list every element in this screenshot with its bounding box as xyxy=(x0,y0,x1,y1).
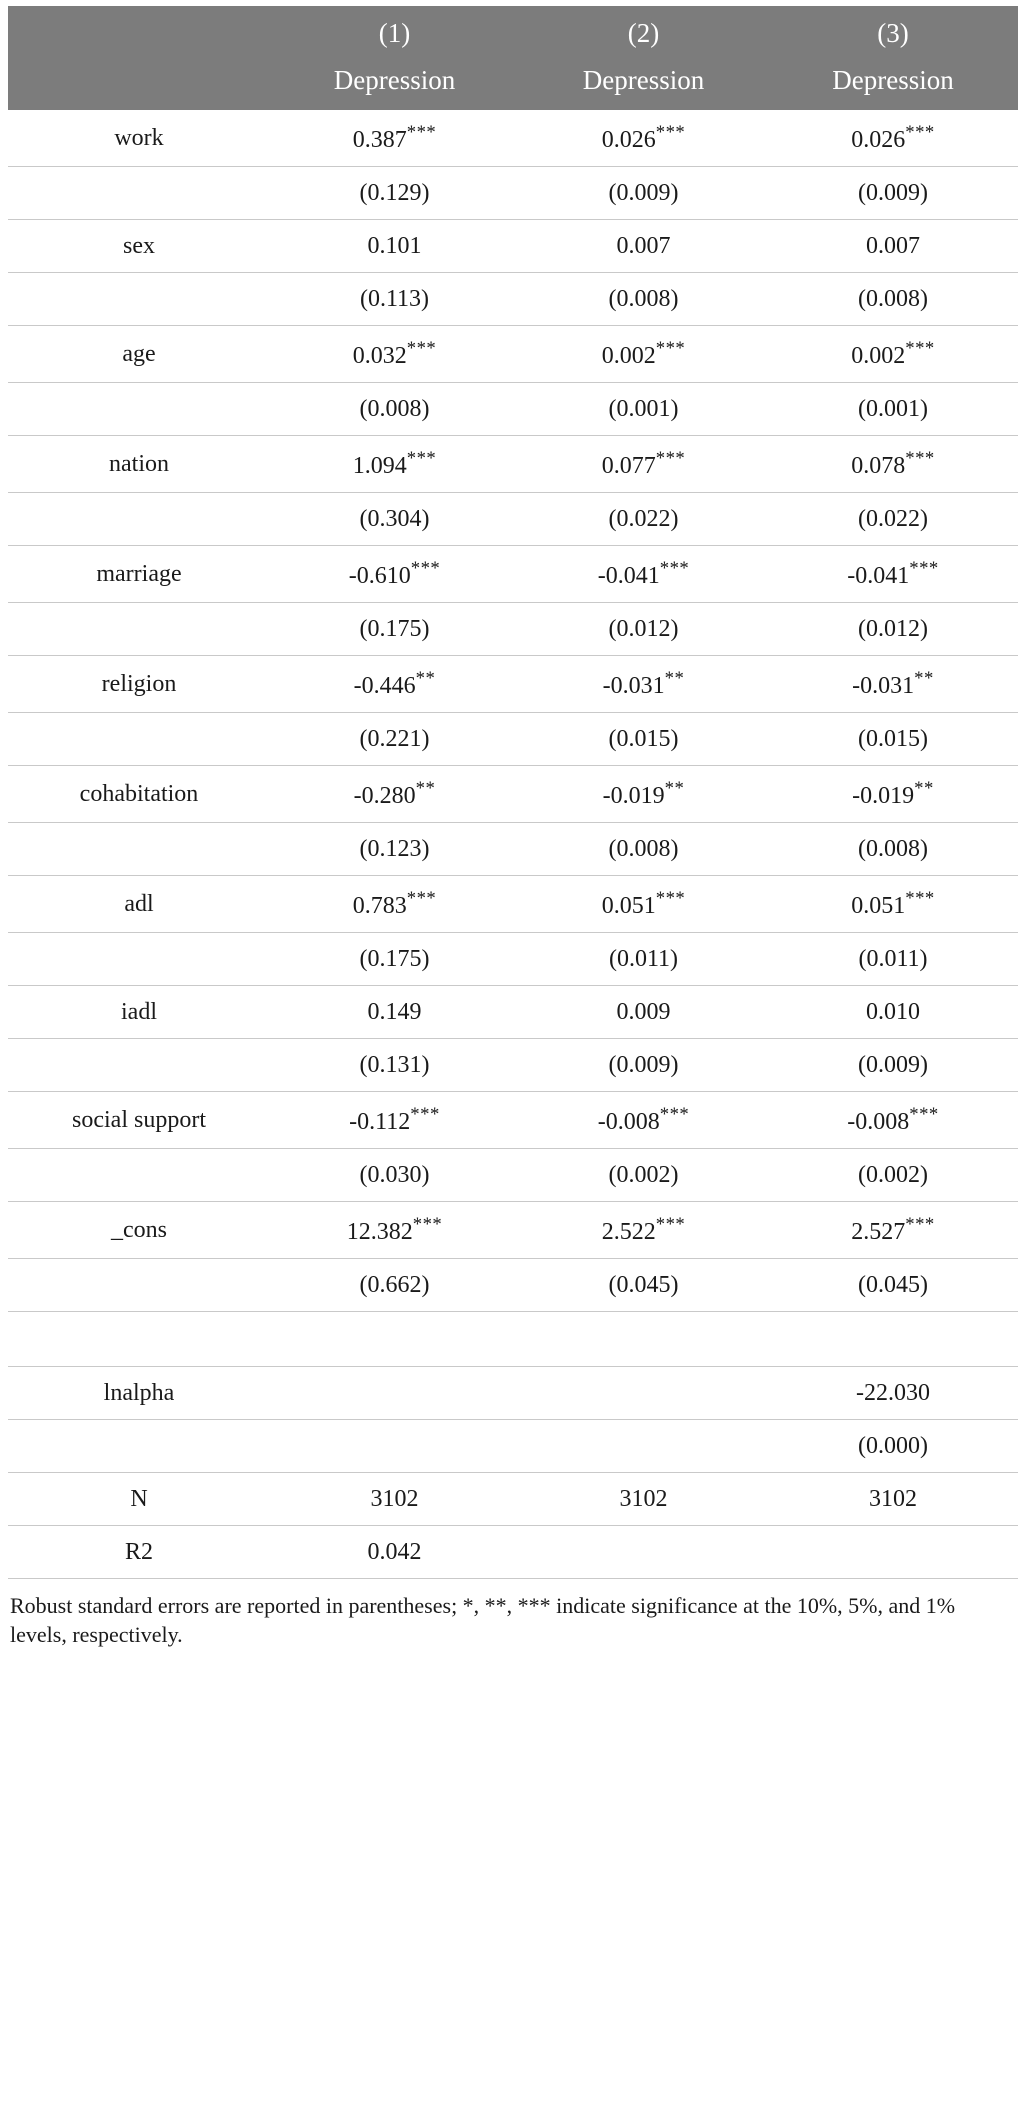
table-row xyxy=(8,110,1018,167)
cell-model-1 xyxy=(270,1367,519,1420)
cell-model-2: (0.009) xyxy=(519,167,768,220)
cell-model-3: -0.019** xyxy=(768,766,1018,823)
cell-model-3: (0.015) xyxy=(768,713,1018,766)
cell-model-1: 0.032*** xyxy=(270,326,519,383)
significance-stars: *** xyxy=(406,448,437,469)
header-row-model-numbers xyxy=(8,6,1018,59)
row-label xyxy=(8,383,270,436)
cell-model-3: (0.008) xyxy=(768,273,1018,326)
row-label xyxy=(8,1039,270,1092)
table-row xyxy=(8,436,1018,493)
cell-model-1: 0.149 xyxy=(270,986,519,1039)
row-label: age xyxy=(8,326,270,383)
regression-results-table xyxy=(8,6,1018,1579)
cell-model-2: (0.011) xyxy=(519,933,768,986)
cell-model-3 xyxy=(768,1312,1018,1367)
cell-model-2: -0.008*** xyxy=(519,1092,768,1149)
cell-model-1: 0.101 xyxy=(270,220,519,273)
header-row-dependent-variable xyxy=(8,59,1018,110)
cell-model-2: -0.041*** xyxy=(519,546,768,603)
significance-stars: ** xyxy=(914,778,934,799)
cell-model-2: 0.007 xyxy=(519,220,768,273)
cell-model-3: 0.026*** xyxy=(768,110,1018,167)
cell-model-3: (0.012) xyxy=(768,603,1018,656)
cell-model-1: 0.783*** xyxy=(270,876,519,933)
cell-model-3: 0.007 xyxy=(768,220,1018,273)
cell-model-1 xyxy=(270,1420,519,1473)
row-label: nation xyxy=(8,436,270,493)
cell-model-1: (0.129) xyxy=(270,167,519,220)
cell-model-2 xyxy=(519,1312,768,1367)
row-label: _cons xyxy=(8,1202,270,1259)
header-model-2-name: Depression xyxy=(519,59,768,110)
row-label: cohabitation xyxy=(8,766,270,823)
header-model-2-number: (2) xyxy=(519,6,768,59)
table-row xyxy=(8,1312,1018,1367)
cell-model-3: 0.051*** xyxy=(768,876,1018,933)
cell-model-3 xyxy=(768,1526,1018,1579)
header-model-3-number: (3) xyxy=(768,6,1018,59)
cell-model-1: -0.610*** xyxy=(270,546,519,603)
significance-stars: *** xyxy=(406,338,437,359)
cell-model-2: 0.077*** xyxy=(519,436,768,493)
cell-model-1: (0.123) xyxy=(270,823,519,876)
cell-model-3: (0.002) xyxy=(768,1149,1018,1202)
table-row xyxy=(8,1149,1018,1202)
table-row xyxy=(8,1092,1018,1149)
cell-model-3: 2.527*** xyxy=(768,1202,1018,1259)
cell-model-1: -0.280** xyxy=(270,766,519,823)
cell-model-1: 0.042 xyxy=(270,1526,519,1579)
cell-model-3: (0.045) xyxy=(768,1259,1018,1312)
cell-model-3: -0.041*** xyxy=(768,546,1018,603)
cell-model-2: 0.051*** xyxy=(519,876,768,933)
cell-model-2: -0.031** xyxy=(519,656,768,713)
significance-stars: *** xyxy=(406,122,437,143)
significance-stars: *** xyxy=(905,1214,935,1235)
table-row xyxy=(8,823,1018,876)
row-label xyxy=(8,1149,270,1202)
header-model-3-name: Depression xyxy=(768,59,1018,110)
row-label: sex xyxy=(8,220,270,273)
significance-stars: *** xyxy=(655,338,686,359)
cell-model-1: (0.304) xyxy=(270,493,519,546)
table-row xyxy=(8,220,1018,273)
cell-model-2: 0.002*** xyxy=(519,326,768,383)
significance-stars: *** xyxy=(659,1104,690,1125)
table-row xyxy=(8,766,1018,823)
cell-model-2: (0.008) xyxy=(519,273,768,326)
cell-model-1: (0.662) xyxy=(270,1259,519,1312)
cell-model-3: 0.002*** xyxy=(768,326,1018,383)
row-label xyxy=(8,1420,270,1473)
table-row xyxy=(8,493,1018,546)
cell-model-3: -22.030 xyxy=(768,1367,1018,1420)
table-row xyxy=(8,1420,1018,1473)
header-model-1-name: Depression xyxy=(270,59,519,110)
significance-stars: *** xyxy=(655,448,686,469)
table-row xyxy=(8,1039,1018,1092)
row-label xyxy=(8,1259,270,1312)
cell-model-2: (0.008) xyxy=(519,823,768,876)
cell-model-1 xyxy=(270,1312,519,1367)
significance-stars: *** xyxy=(905,122,935,143)
cell-model-3: (0.009) xyxy=(768,167,1018,220)
cell-model-2 xyxy=(519,1526,768,1579)
significance-stars: *** xyxy=(659,558,690,579)
table-row xyxy=(8,933,1018,986)
cell-model-1: (0.113) xyxy=(270,273,519,326)
cell-model-3: (0.011) xyxy=(768,933,1018,986)
cell-model-1: 1.094*** xyxy=(270,436,519,493)
cell-model-3: 0.010 xyxy=(768,986,1018,1039)
cell-model-2 xyxy=(519,1367,768,1420)
header-corner-cell-2 xyxy=(8,59,270,110)
row-label xyxy=(8,823,270,876)
cell-model-3: (0.022) xyxy=(768,493,1018,546)
row-label: N xyxy=(8,1473,270,1526)
significance-stars: *** xyxy=(655,1214,686,1235)
table-row xyxy=(8,986,1018,1039)
cell-model-2: 0.009 xyxy=(519,986,768,1039)
row-label: R2 xyxy=(8,1526,270,1579)
table-row xyxy=(8,603,1018,656)
row-label: work xyxy=(8,110,270,167)
table-row xyxy=(8,167,1018,220)
header-model-1-number: (1) xyxy=(270,6,519,59)
table-row xyxy=(8,326,1018,383)
cell-model-3: 0.078*** xyxy=(768,436,1018,493)
table-row xyxy=(8,1367,1018,1420)
table-body xyxy=(8,110,1018,1579)
table-header xyxy=(8,6,1018,110)
significance-stars: *** xyxy=(412,1214,443,1235)
row-label: marriage xyxy=(8,546,270,603)
cell-model-3: 3102 xyxy=(768,1473,1018,1526)
cell-model-2: (0.009) xyxy=(519,1039,768,1092)
table-row xyxy=(8,383,1018,436)
row-label xyxy=(8,493,270,546)
significance-stars: *** xyxy=(655,888,686,909)
row-label xyxy=(8,167,270,220)
cell-model-3: -0.008*** xyxy=(768,1092,1018,1149)
row-label xyxy=(8,603,270,656)
cell-model-1: (0.175) xyxy=(270,933,519,986)
cell-model-2: (0.012) xyxy=(519,603,768,656)
row-label: iadl xyxy=(8,986,270,1039)
table-row xyxy=(8,656,1018,713)
cell-model-1: (0.175) xyxy=(270,603,519,656)
cell-model-1: 0.387*** xyxy=(270,110,519,167)
cell-model-3: (0.008) xyxy=(768,823,1018,876)
cell-model-1: (0.131) xyxy=(270,1039,519,1092)
cell-model-2: (0.001) xyxy=(519,383,768,436)
cell-model-3: -0.031** xyxy=(768,656,1018,713)
significance-stars: ** xyxy=(664,778,685,799)
significance-stars: *** xyxy=(406,888,437,909)
cell-model-2: (0.022) xyxy=(519,493,768,546)
cell-model-2: (0.002) xyxy=(519,1149,768,1202)
table-row xyxy=(8,876,1018,933)
cell-model-2: (0.045) xyxy=(519,1259,768,1312)
row-label: religion xyxy=(8,656,270,713)
significance-stars: *** xyxy=(410,558,441,579)
significance-stars: ** xyxy=(415,668,436,689)
table-row xyxy=(8,546,1018,603)
cell-model-2: 3102 xyxy=(519,1473,768,1526)
significance-stars: *** xyxy=(655,122,686,143)
cell-model-2: 0.026*** xyxy=(519,110,768,167)
cell-model-1: (0.221) xyxy=(270,713,519,766)
significance-stars: *** xyxy=(905,448,935,469)
row-label: lnalpha xyxy=(8,1367,270,1420)
significance-stars: ** xyxy=(914,668,934,689)
significance-stars: *** xyxy=(410,1104,440,1125)
table-row xyxy=(8,1259,1018,1312)
significance-stars: *** xyxy=(905,888,935,909)
table-row xyxy=(8,713,1018,766)
cell-model-1: (0.030) xyxy=(270,1149,519,1202)
cell-model-3: (0.009) xyxy=(768,1039,1018,1092)
row-label: adl xyxy=(8,876,270,933)
cell-model-1: -0.446** xyxy=(270,656,519,713)
row-label xyxy=(8,273,270,326)
significance-stars: *** xyxy=(909,1104,939,1125)
cell-model-3: (0.000) xyxy=(768,1420,1018,1473)
cell-model-3: (0.001) xyxy=(768,383,1018,436)
row-label xyxy=(8,713,270,766)
header-corner-cell xyxy=(8,6,270,59)
table-row xyxy=(8,1202,1018,1259)
significance-stars: ** xyxy=(664,668,685,689)
cell-model-2: (0.015) xyxy=(519,713,768,766)
significance-stars: *** xyxy=(909,558,939,579)
cell-model-1: -0.112*** xyxy=(270,1092,519,1149)
cell-model-1: (0.008) xyxy=(270,383,519,436)
cell-model-2: 2.522*** xyxy=(519,1202,768,1259)
cell-model-1: 3102 xyxy=(270,1473,519,1526)
row-label: social support xyxy=(8,1092,270,1149)
table-row xyxy=(8,1473,1018,1526)
table-row xyxy=(8,273,1018,326)
cell-model-2 xyxy=(519,1420,768,1473)
cell-model-2: -0.019** xyxy=(519,766,768,823)
significance-stars: *** xyxy=(905,338,935,359)
cell-model-1: 12.382*** xyxy=(270,1202,519,1259)
significance-stars: ** xyxy=(415,778,436,799)
table-note: Robust standard errors are reported in parentheses; *, **, *** indicate significance at the 10%, 5%, and 1% levels, respectively. xyxy=(10,1593,956,1648)
table-row xyxy=(8,1526,1018,1579)
row-label xyxy=(8,1312,270,1367)
row-label xyxy=(8,933,270,986)
